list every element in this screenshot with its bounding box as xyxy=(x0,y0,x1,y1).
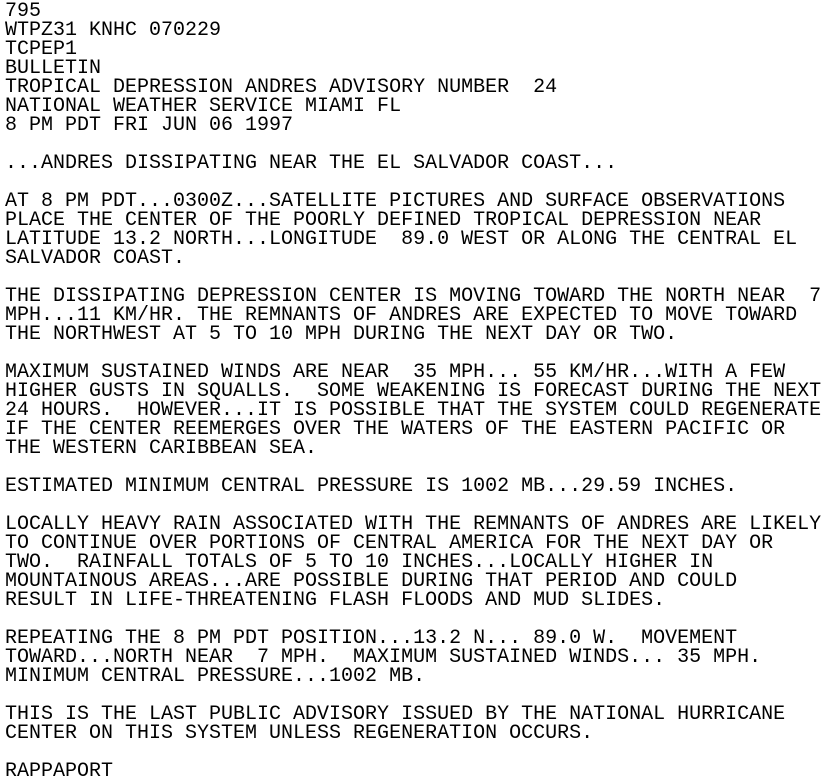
text-line: TO CONTINUE OVER PORTIONS OF CENTRAL AMERICA FOR THE NEXT DAY OR xyxy=(5,532,774,555)
text-line: MPH...11 KM/HR. THE REMNANTS OF ANDRES ARE EXPECTED TO MOVE TOWARD xyxy=(5,304,798,327)
text-line: REPEATING THE 8 PM PDT POSITION...13.2 N... 89.0 W. MOVEMENT xyxy=(5,627,738,650)
text-line: NATIONAL WEATHER SERVICE MIAMI FL xyxy=(5,95,402,118)
text-line: THE NORTHWEST AT 5 TO 10 MPH DURING THE NEXT DAY OR TWO. xyxy=(5,323,678,346)
text-line: AT 8 PM PDT...0300Z...SATELLITE PICTURES AND SURFACE OBSERVATIONS xyxy=(5,190,786,213)
text-line: TCPEP1 xyxy=(5,38,78,61)
text-line: IF THE CENTER REEMERGES OVER THE WATERS OF THE EASTERN PACIFIC OR xyxy=(5,418,786,441)
text-line: THE DISSIPATING DEPRESSION CENTER IS MOVING TOWARD THE NORTH NEAR 7 xyxy=(5,285,822,308)
blank-line xyxy=(5,743,826,762)
text-line: BULLETIN xyxy=(5,57,102,80)
text-line: HIGHER GUSTS IN SQUALLS. SOME WEAKENING IS FORECAST DURING THE NEXT xyxy=(5,380,822,403)
text-line: RAPPAPORT xyxy=(5,760,114,783)
text-line: ESTIMATED MINIMUM CENTRAL PRESSURE IS 1002 MB...29.59 INCHES. xyxy=(5,475,738,498)
text-line: CENTER ON THIS SYSTEM UNLESS REGENERATION OCCURS. xyxy=(5,722,594,745)
text-line: 24 HOURS. HOWEVER...IT IS POSSIBLE THAT THE SYSTEM COULD REGENERATE xyxy=(5,399,822,422)
text-line: TWO. RAINFALL TOTALS OF 5 TO 10 INCHES...LOCALLY HIGHER IN xyxy=(5,551,714,574)
text-line: 795 xyxy=(5,0,42,23)
text-line: WTPZ31 KNHC 070229 xyxy=(5,19,222,42)
text-line: RESULT IN LIFE-THREATENING FLASH FLOODS AND MUD SLIDES. xyxy=(5,589,666,612)
text-line: SALVADOR COAST. xyxy=(5,247,186,270)
text-line: LATITUDE 13.2 NORTH...LONGITUDE 89.0 WEST OR ALONG THE CENTRAL EL xyxy=(5,228,798,251)
text-line: TROPICAL DEPRESSION ANDRES ADVISORY NUMBER 24 xyxy=(5,76,558,99)
text-line: 8 PM PDT FRI JUN 06 1997 xyxy=(5,114,294,137)
text-line: LOCALLY HEAVY RAIN ASSOCIATED WITH THE REMNANTS OF ANDRES ARE LIKELY xyxy=(5,513,822,536)
text-line: MINIMUM CENTRAL PRESSURE...1002 MB. xyxy=(5,665,426,688)
text-line: MOUNTAINOUS AREAS...ARE POSSIBLE DURING THAT PERIOD AND COULD xyxy=(5,570,738,593)
text-line: THE WESTERN CARIBBEAN SEA. xyxy=(5,437,318,460)
text-line: ...ANDRES DISSIPATING NEAR THE EL SALVADOR COAST... xyxy=(5,152,618,175)
text-line: THIS IS THE LAST PUBLIC ADVISORY ISSUED BY THE NATIONAL HURRICANE xyxy=(5,703,786,726)
text-line: PLACE THE CENTER OF THE POORLY DEFINED TROPICAL DEPRESSION NEAR xyxy=(5,209,762,232)
text-line: MAXIMUM SUSTAINED WINDS ARE NEAR 35 MPH... 55 KM/HR...WITH A FEW xyxy=(5,361,786,384)
text-line: TOWARD...NORTH NEAR 7 MPH. MAXIMUM SUSTAINED WINDS... 35 MPH. xyxy=(5,646,762,669)
